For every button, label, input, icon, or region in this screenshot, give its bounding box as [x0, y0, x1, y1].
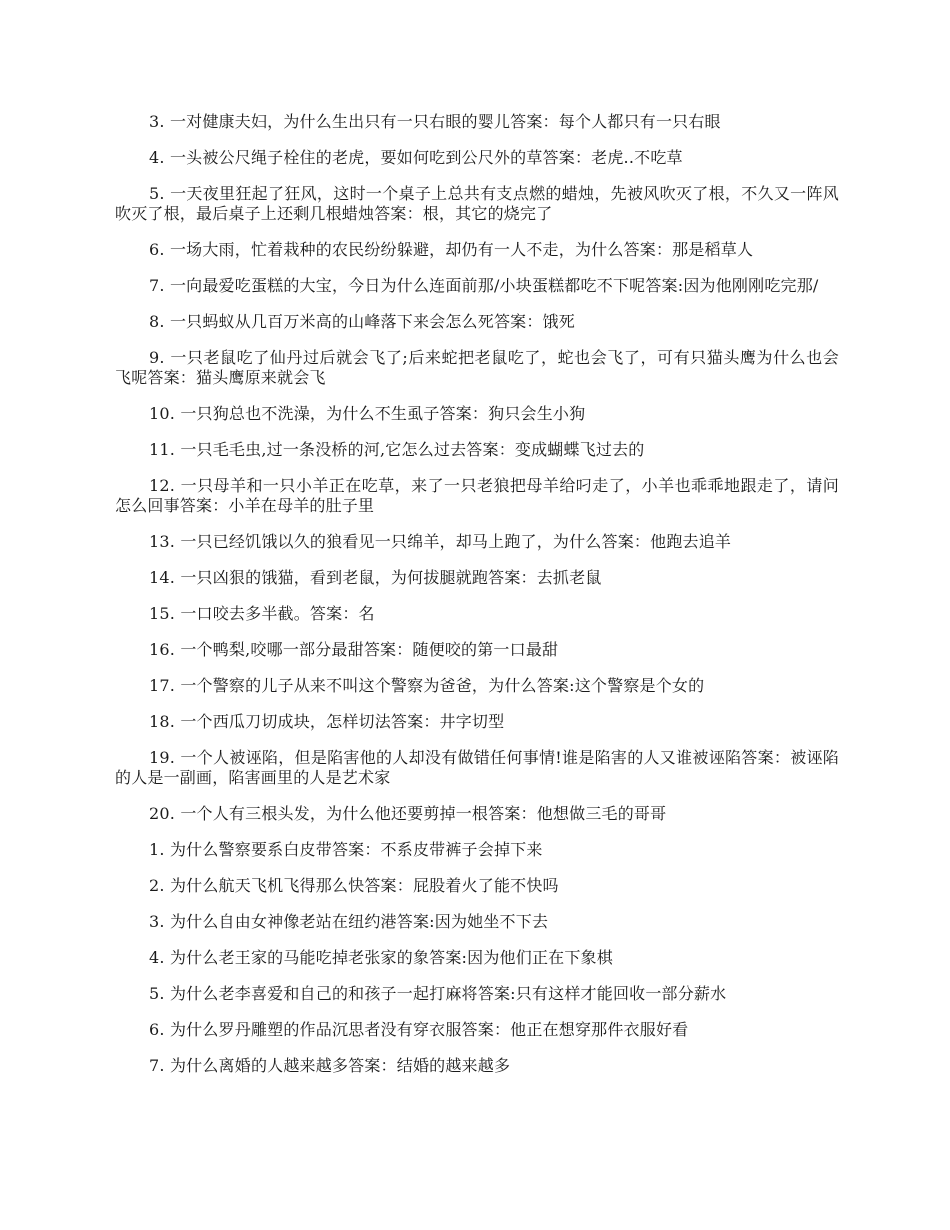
paragraph: 16. 一个鸭梨,咬哪一部分最甜答案：随便咬的第一口最甜 [149, 640, 559, 659]
paragraph: 1. 为什么警察要系白皮带答案：不系皮带裤子会掉下来 [149, 840, 543, 859]
paragraph: 14. 一只凶狠的饿猫，看到老鼠，为何拔腿就跑答案：去抓老鼠 [149, 568, 602, 587]
paragraph: 4. 一头被公尺绳子栓住的老虎，要如何吃到公尺外的草答案：老虎..不吃草 [149, 148, 683, 167]
paragraph: 11. 一只毛毛虫,过一条没桥的河,它怎么过去答案：变成蝴蝶飞过去的 [149, 440, 645, 459]
paragraph: 6. 为什么罗丹雕塑的作品沉思者没有穿衣服答案：他正在想穿那件衣服好看 [149, 1020, 689, 1039]
paragraph: 3. 为什么自由女神像老站在纽约港答案:因为她坐不下去 [149, 912, 549, 931]
paragraph: 20. 一个人有三根头发，为什么他还要剪掉一根答案：他想做三毛的哥哥 [149, 804, 667, 823]
paragraph: 8. 一只蚂蚁从几百万米高的山峰落下来会怎么死答案：饿死 [149, 312, 575, 331]
paragraph: 12. 一只母羊和一只小羊正在吃草，来了一只老狼把母羊给叼走了，小羊也乖乖地跟走了，请问怎么回事答案：小羊在母羊的肚子里 [115, 476, 839, 515]
paragraph: 6. 一场大雨，忙着栽种的农民纷纷躲避，却仍有一人不走，为什么答案：那是稻草人 [149, 240, 754, 259]
paragraph: 5. 为什么老李喜爱和自己的和孩子一起打麻将答案:只有这样才能回收一部分薪水 [149, 984, 727, 1003]
paragraph: 7. 为什么离婚的人越来越多答案：结婚的越来越多 [149, 1056, 511, 1075]
paragraph: 15. 一口咬去多半截。答案：名 [149, 604, 375, 623]
paragraph: 5. 一天夜里狂起了狂风，这时一个桌子上总共有支点燃的蜡烛，先被风吹灭了根，不久又一阵风吹灭了根，最后桌子上还剩几根蜡烛答案：根，其它的烧完了 [115, 184, 839, 223]
paragraph: 3. 一对健康夫妇，为什么生出只有一只右眼的婴儿答案：每个人都只有一只右眼 [149, 112, 721, 131]
paragraph: 18. 一个西瓜刀切成块，怎样切法答案：井字切型 [149, 712, 505, 731]
paragraph: 17. 一个警察的儿子从来不叫这个警察为爸爸，为什么答案:这个警察是个女的 [149, 676, 705, 695]
document-body [115, 112, 839, 1092]
paragraph: 2. 为什么航天飞机飞得那么快答案：屁股着火了能不快吗 [149, 876, 559, 895]
paragraph: 7. 一向最爱吃蛋糕的大宝，今日为什么连面前那/小块蛋糕都吃不下呢答案:因为他刚刚吃完那/ [149, 276, 819, 295]
paragraph: 4. 为什么老王家的马能吃掉老张家的象答案:因为他们正在下象棋 [149, 948, 613, 967]
paragraph: 10. 一只狗总也不洗澡，为什么不生虱子答案：狗只会生小狗 [149, 404, 586, 423]
paragraph: 9. 一只老鼠吃了仙丹过后就会飞了;后来蛇把老鼠吃了，蛇也会飞了，可有只猫头鹰为什么也会飞呢答案：猫头鹰原来就会飞 [115, 348, 839, 387]
paragraph: 13. 一只已经饥饿以久的狼看见一只绵羊，却马上跑了，为什么答案：他跑去追羊 [149, 532, 732, 551]
paragraph: 19. 一个人被诬陷，但是陷害他的人却没有做错任何事情!谁是陷害的人又谁被诬陷答案：被诬陷的人是一副画，陷害画里的人是艺术家 [115, 748, 839, 787]
